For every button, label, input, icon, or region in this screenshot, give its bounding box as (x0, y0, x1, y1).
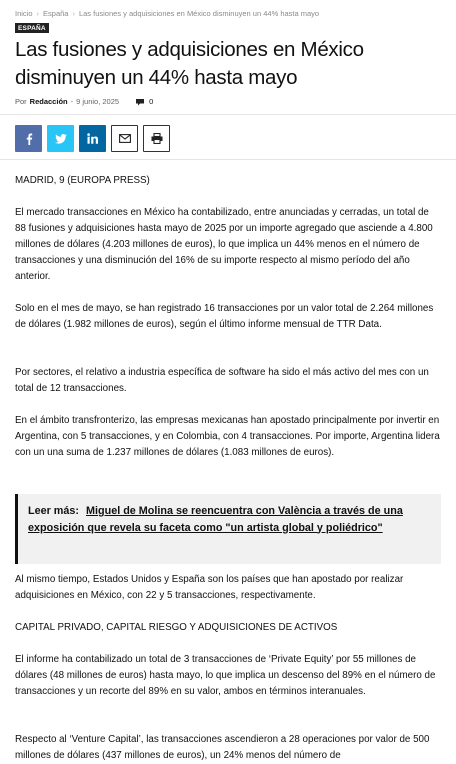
read-more-label: Leer más: (28, 505, 80, 517)
breadcrumb-current-page: Las fusiones y adquisiciones en México disminuyen un 44% hasta mayo (78, 9, 320, 18)
article-dateline: MADRID, 9 (EUROPA PRESS) (15, 175, 150, 186)
twitter-icon (55, 134, 67, 144)
article-paragraph: Por sectores, el relativo a industria específica de software ha sido el más activo del mes con un total de 12 transacciones. (15, 367, 429, 394)
divider (0, 159, 456, 160)
article-paragraph: Respecto al ‘Venture Capital’, las transacciones ascendieron a 28 operaciones por valor de 500 millones de dólares (437 millones de euros), un 24% menos del número de (15, 734, 430, 761)
breadcrumb-separator: › (36, 9, 40, 18)
article-paragraph: Solo en el mes de mayo, se han registrado 16 transacciones por un valor total de 2.264 millones de dólares (1.982 millones de euros), según el último informe mensual de TTR Data. (15, 303, 434, 330)
article-subheading: CAPITAL PRIVADO, CAPITAL RIESGO Y ADQUISICIONES DE ACTIVOS (15, 622, 338, 633)
breadcrumb (15, 9, 319, 18)
comment-icon[interactable] (135, 98, 145, 106)
email-share-button[interactable] (111, 125, 138, 152)
divider (0, 114, 456, 115)
breadcrumb-separator: › (72, 9, 75, 18)
article-paragraph: Al mismo tiempo, Estados Unidos y España son los países que han apostado por realizar adquisiciones en México, con 22 y 5 transacciones, respectivamente. (15, 574, 404, 601)
breadcrumb-category-link[interactable]: España (43, 9, 69, 18)
read-more-content (28, 503, 428, 536)
mail-icon (119, 134, 131, 143)
read-more-link[interactable]: Miguel de Molina se reencuentra con València a través de una exposición que revela su faceta como "un artista global y poliédrico" (28, 505, 403, 534)
category-badge[interactable]: ESPAÑA (15, 23, 49, 33)
share-buttons (15, 125, 170, 152)
article-meta (15, 97, 153, 106)
breadcrumb-home-link[interactable]: Inicio (15, 9, 33, 18)
facebook-icon (24, 133, 34, 145)
article-paragraph: En el ámbito transfronterizo, las empresas mexicanas han apostado principalmente por invertir en Argentina, con 5 transacciones, y en Colombia, con 4 transacciones. Por importe, Argentina lidera con un una suma de 1.237 millones de dólares (1.083 millones de euros). (15, 415, 440, 458)
publish-date: 9 junio, 2025 (76, 97, 120, 106)
article-paragraph: El mercado transacciones en México ha contabilizado, entre anunciadas y cerradas, un total de 88 fusiones y adquisiciones hasta mayo de 2025 por un importe agregado que asciende a 4.800 millones de dólares (4.203 millones de euros), lo que implica un 44% menos en el número de transacciones y una disminución del 16% de su importe respecto al mismo período del año anterior. (15, 207, 433, 282)
print-button[interactable] (143, 125, 170, 152)
facebook-share-button[interactable] (15, 125, 42, 152)
twitter-share-button[interactable] (47, 125, 74, 152)
linkedin-share-button[interactable] (79, 125, 106, 152)
print-icon (151, 133, 163, 144)
author-link[interactable]: Redacción (29, 97, 68, 106)
comments-count[interactable]: 0 (149, 97, 154, 106)
linkedin-icon (87, 133, 98, 144)
read-more-box (15, 494, 441, 564)
page-title: Las fusiones y adquisiciones en México disminuyen un 44% hasta mayo (15, 38, 364, 89)
date-separator: - (70, 97, 74, 106)
by-label: Por (15, 97, 27, 106)
article-paragraph: El informe ha contabilizado un total de 3 transacciones de ‘Private Equity’ por 55 millones de dólares (48 millones de euros) hasta mayo, lo que implica un descenso del 89% en el número de transacciones y un recorte del 89% en su valor, ambos en términos interanuales. (15, 654, 436, 697)
